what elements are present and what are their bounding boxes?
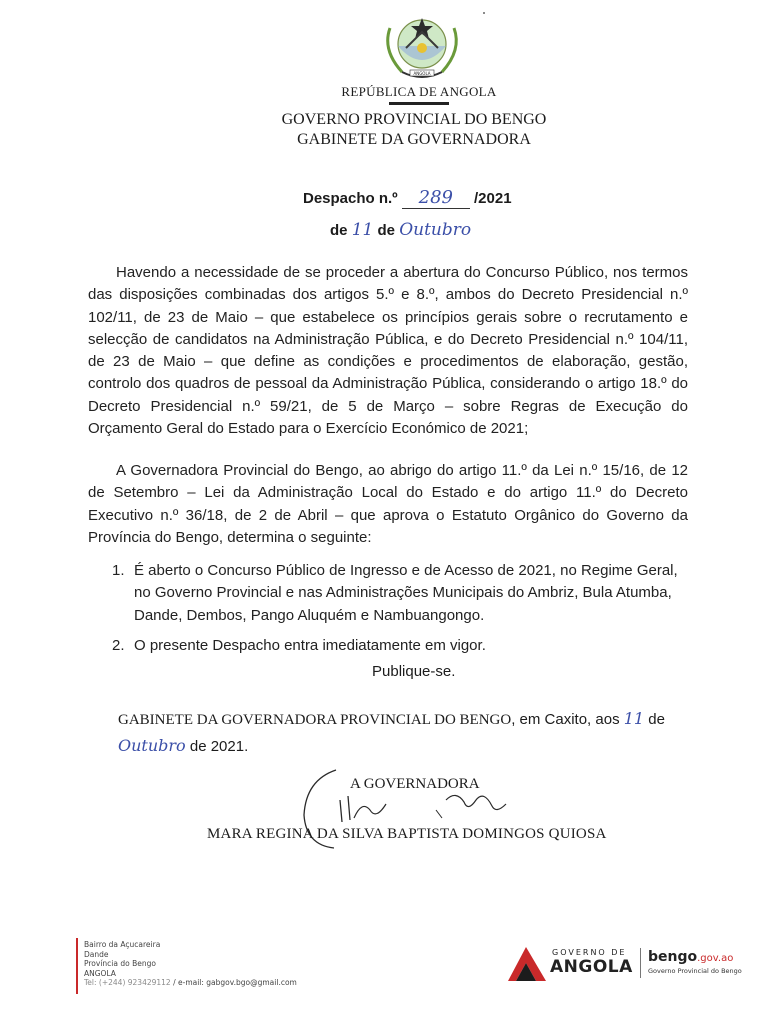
despacho-year: /2021 [474, 190, 512, 207]
address-line: Dande [84, 949, 109, 959]
closing-office: GABINETE DA GOVERNADORA PROVINCIAL DO BENGO [118, 712, 512, 728]
contact-line [84, 978, 297, 988]
governo-de-angola-logo [506, 945, 638, 985]
address-line: Província do Bengo [84, 959, 156, 968]
signatory-name: MARA REGINA DA SILVA BAPTISTA DOMINGOS QUIOSA [207, 826, 607, 842]
footer-email: / e-mail: gabgov.bgo@gmail.com [170, 978, 297, 987]
list-item [112, 635, 690, 657]
date-de-1: de [330, 222, 348, 239]
republic-title: REPÚBLICA DE ANGOLA [341, 84, 497, 99]
determinations-list [112, 560, 690, 665]
issuer-line-2: GABINETE DA GOVERNADORA [297, 131, 531, 148]
list-item [112, 560, 690, 627]
despacho-date-line [330, 220, 471, 240]
date-month-handwritten: Outubro [399, 220, 472, 240]
address-line: ANGOLA [84, 968, 116, 978]
date-de-2: de [377, 222, 396, 239]
header-divider [389, 102, 449, 105]
issuer-block [0, 110, 768, 150]
logo-gov-top: GOVERNO DE [552, 948, 627, 957]
closing-line [118, 706, 718, 760]
bengo-gov-logo [648, 948, 742, 975]
despacho-prefix: Despacho n.º [303, 190, 398, 207]
list-item-number: 2. [112, 636, 125, 654]
closing-day-handwritten: 11 [623, 709, 645, 728]
signatory-role: A GOVERNADORA [350, 776, 480, 792]
logo-separator [640, 948, 641, 978]
list-item-text: É aberto o Concurso Público de Ingresso e de Acesso de 2021, no Regime Geral, no Governo Provincial e nas Administrações Municipais do Ambriz, Bula Atumba, Dande, Dembos, Pango Aluquém e Nambuangongo. [134, 562, 678, 624]
closing-month-handwritten: Outubro [118, 736, 186, 755]
emblem-ribbon-text: ANGOLA [413, 71, 431, 76]
list-item-number: 1. [112, 562, 125, 579]
angola-a-mark-icon [506, 945, 548, 983]
date-day-handwritten: 11 [351, 220, 374, 240]
closing-de: de [648, 711, 665, 728]
paragraph-authority: A Governadora Provincial do Bengo, ao abrigo do artigo 11.º da Lei n.º 15/16, de 12 de Setembro – Lei da Administração Local do Estado e do artigo 11.º do Decreto Executivo n.º 36/18, de 2 de Abril – que aprova o Estatuto Orgânico do Governo da Província do Bengo, determina o seguinte: [88, 462, 688, 546]
despacho-number-handwritten: 289 [402, 187, 470, 209]
closing-place: , em Caxito, aos [511, 711, 620, 728]
footer-address [84, 940, 297, 988]
address-line: Bairro da Açucareira [84, 940, 161, 949]
issuer-line-1: GOVERNO PROVINCIAL DO BENGO [281, 111, 547, 128]
paragraph-preamble: Havendo a necessidade de se proceder a abertura do Concurso Público, nos termos das disposições combinadas dos artigos 5.º e 8.º, ambos do Decreto Presidencial n.º 102/11, de 23 de Maio – que estabelece os princípios gerais sobre o recrutamento e selecção de candidatos na Administração Pública, e do Decreto Presidencial n.º 104/11, de 23 de Maio – que define as condições e procedimentos de elaboração, gestão, controlo dos quadros de pessoal da Administração Pública, considerando o artigo 18.º do Decreto Presidencial n.º 59/21, de 5 de Março – sobre Regras de Execução do Orçamento Geral do Estado para o Exercício Económico de 2021; [88, 264, 688, 438]
bengo-domain: .gov.ao [697, 953, 734, 964]
list-item-text: O presente Despacho entra imediatamente em vigor. [134, 636, 486, 654]
bengo-wordmark: bengo [648, 949, 698, 965]
footer-phone: Tel: (+244) 923429112 [84, 978, 171, 987]
footer-accent-bar [76, 938, 78, 994]
angola-coat-of-arms-icon [372, 10, 472, 84]
scan-speck [483, 12, 485, 14]
logo-gov-main: ANGOLA [550, 957, 633, 977]
bengo-subtitle: Governo Provincial do Bengo [648, 967, 742, 975]
despacho-number-line [303, 187, 512, 209]
closing-year: de 2021. [189, 738, 249, 755]
publique-se: Publique-se. [372, 663, 456, 680]
